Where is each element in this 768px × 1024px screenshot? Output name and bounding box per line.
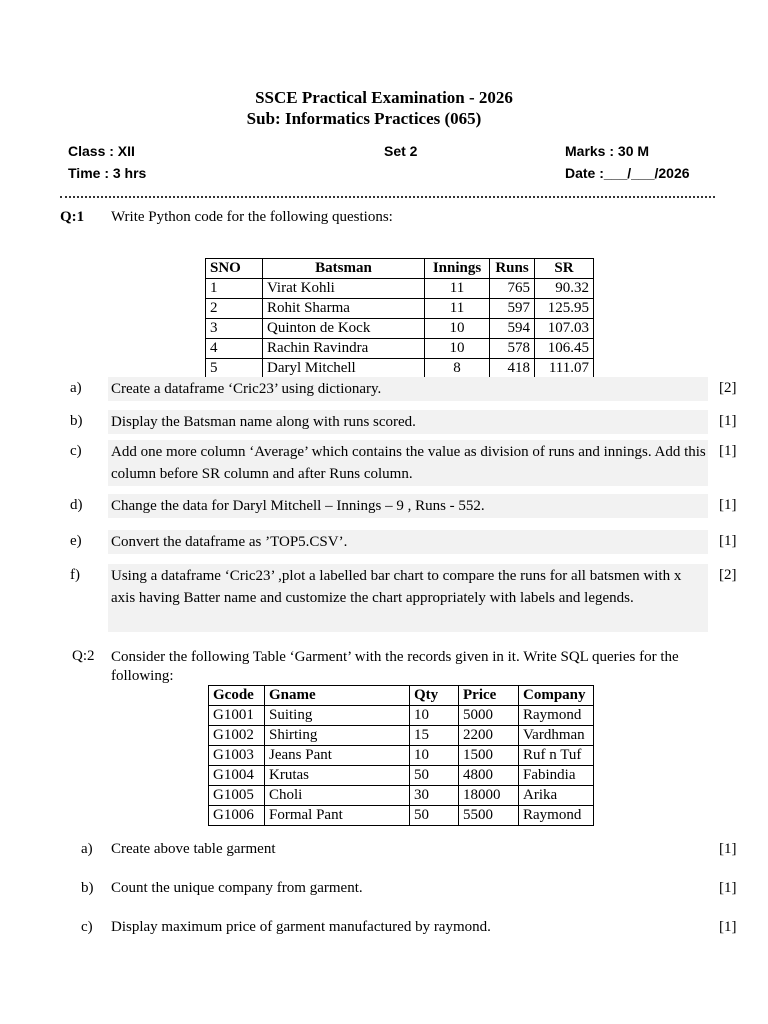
column-header: SR (535, 259, 594, 279)
table-cell: 5 (206, 359, 263, 379)
table-cell: 2 (206, 299, 263, 319)
q1-item-label: c) (70, 443, 82, 459)
table-cell: 10 (410, 746, 459, 766)
column-header: Runs (490, 259, 535, 279)
table-cell: 50 (410, 806, 459, 826)
table-cell: 4800 (459, 766, 519, 786)
table-cell: Virat Kohli (263, 279, 425, 299)
table-cell: Rohit Sharma (263, 299, 425, 319)
column-header: Gcode (209, 686, 265, 706)
table-cell: 3 (206, 319, 263, 339)
table-cell: G1003 (209, 746, 265, 766)
table-cell: Raymond (519, 806, 594, 826)
q1-prompt: Write Python code for the following questions: (111, 209, 393, 225)
q2-item-marks: [1] (719, 841, 737, 857)
table-cell: 125.95 (535, 299, 594, 319)
q1-item-label: e) (70, 533, 82, 549)
table-cell: 18000 (459, 786, 519, 806)
table-cell: 765 (490, 279, 535, 299)
column-header: SNO (206, 259, 263, 279)
table-row (209, 766, 594, 786)
set-label: Set 2 (384, 143, 418, 159)
table-row (209, 726, 594, 746)
q2-item-text: Display maximum price of garment manufactured by raymond. (111, 919, 491, 935)
table-cell: Choli (265, 786, 410, 806)
table-cell: Krutas (265, 766, 410, 786)
q1-item-label: d) (70, 497, 83, 513)
table-cell: 578 (490, 339, 535, 359)
q1-number: Q:1 (60, 209, 85, 225)
date-label: Date :___/___/2026 (565, 165, 690, 181)
table-cell: 11 (425, 279, 490, 299)
table-row (206, 279, 594, 299)
table-cell: 11 (425, 299, 490, 319)
table-cell: 111.07 (535, 359, 594, 379)
table-cell: 594 (490, 319, 535, 339)
q1-item-marks: [1] (719, 443, 737, 459)
q2-item-label: b) (81, 880, 94, 896)
table-row (209, 746, 594, 766)
q2-prompt: Consider the following Table ‘Garment’ with the records given in it. Write SQL queries for the following: (111, 649, 679, 684)
column-header: Qty (410, 686, 459, 706)
q1-item-text: Display the Batsman name along with runs scored. (111, 414, 416, 430)
q2-number: Q:2 (72, 648, 95, 664)
q2-item-label: a) (81, 841, 93, 857)
table-cell: 8 (425, 359, 490, 379)
table-cell: 50 (410, 766, 459, 786)
column-header: Price (459, 686, 519, 706)
table-row (209, 786, 594, 806)
column-header: Gname (265, 686, 410, 706)
table-cell: 10 (425, 319, 490, 339)
q2-item-marks: [1] (719, 919, 737, 935)
table-cell: 90.32 (535, 279, 594, 299)
marks-label: Marks : 30 M (565, 143, 650, 159)
table-cell: 10 (425, 339, 490, 359)
table-cell: G1001 (209, 706, 265, 726)
q1-item-text: Using a dataframe ‘Cric23’ ,plot a labelled bar chart to compare the runs for all batsmen with x axis having Batter name and customize the chart appropriately with labels and legends. (111, 568, 682, 606)
table-cell: 15 (410, 726, 459, 746)
q1-item-label: a) (70, 380, 82, 396)
q1-item-marks: [2] (719, 567, 737, 583)
table-row (209, 706, 594, 726)
table-cell: Quinton de Kock (263, 319, 425, 339)
q2-item-marks: [1] (719, 880, 737, 896)
table-cell: 2200 (459, 726, 519, 746)
table-cell: 107.03 (535, 319, 594, 339)
q1-item-marks: [1] (719, 497, 737, 513)
table-cell: 10 (410, 706, 459, 726)
table-cell: 4 (206, 339, 263, 359)
table-cell: Shirting (265, 726, 410, 746)
table-cell: 1500 (459, 746, 519, 766)
table-cell: Raymond (519, 706, 594, 726)
table-cell: G1004 (209, 766, 265, 786)
table-cell: Suiting (265, 706, 410, 726)
table-cell: 597 (490, 299, 535, 319)
q2-item-text: Create above table garment (111, 841, 276, 857)
table-cell: Ruf n Tuf (519, 746, 594, 766)
q1-item-text: Change the data for Daryl Mitchell – Innings – 9 , Runs - 552. (111, 498, 485, 514)
batsman-table (205, 258, 594, 379)
q1-item-text: Convert the dataframe as ’TOP5.CSV’. (111, 534, 348, 550)
table-cell: 30 (410, 786, 459, 806)
q1-item-label: b) (70, 413, 83, 429)
q1-item-label: f) (70, 567, 80, 583)
table-header-row (206, 259, 594, 279)
table-cell: Formal Pant (265, 806, 410, 826)
table-cell: 1 (206, 279, 263, 299)
q1-item-text: Add one more column ‘Average’ which contains the value as division of runs and innings. Add this column before SR column and after Runs column. (111, 444, 706, 482)
table-row (206, 319, 594, 339)
q1-item-marks: [2] (719, 380, 737, 396)
q1-item-text: Create a dataframe ‘Cric23’ using dictionary. (111, 381, 382, 397)
table-row (209, 806, 594, 826)
q1-item-marks: [1] (719, 533, 737, 549)
table-cell: 106.45 (535, 339, 594, 359)
class-label: Class : XII (68, 143, 135, 159)
garment-table (208, 685, 594, 826)
time-label: Time : 3 hrs (68, 165, 147, 181)
q1-item-marks: [1] (719, 413, 737, 429)
table-cell: Fabindia (519, 766, 594, 786)
table-cell: Daryl Mitchell (263, 359, 425, 379)
table-header-row (209, 686, 594, 706)
exam-title: SSCE Practical Examination - 2026 (255, 88, 513, 107)
column-header: Batsman (263, 259, 425, 279)
table-cell: G1006 (209, 806, 265, 826)
column-header: Company (519, 686, 594, 706)
table-cell: 5000 (459, 706, 519, 726)
table-row (206, 299, 594, 319)
column-header: Innings (425, 259, 490, 279)
exam-subject: Sub: Informatics Practices (065) (246, 109, 482, 128)
table-cell: Arika (519, 786, 594, 806)
table-row (206, 339, 594, 359)
table-row (206, 359, 594, 379)
table-cell: 5500 (459, 806, 519, 826)
table-cell: Rachin Ravindra (263, 339, 425, 359)
table-cell: G1005 (209, 786, 265, 806)
header-divider (60, 196, 715, 198)
table-cell: G1002 (209, 726, 265, 746)
table-cell: 418 (490, 359, 535, 379)
table-cell: Jeans Pant (265, 746, 410, 766)
q2-item-label: c) (81, 919, 93, 935)
q2-item-text: Count the unique company from garment. (111, 880, 363, 896)
table-cell: Vardhman (519, 726, 594, 746)
